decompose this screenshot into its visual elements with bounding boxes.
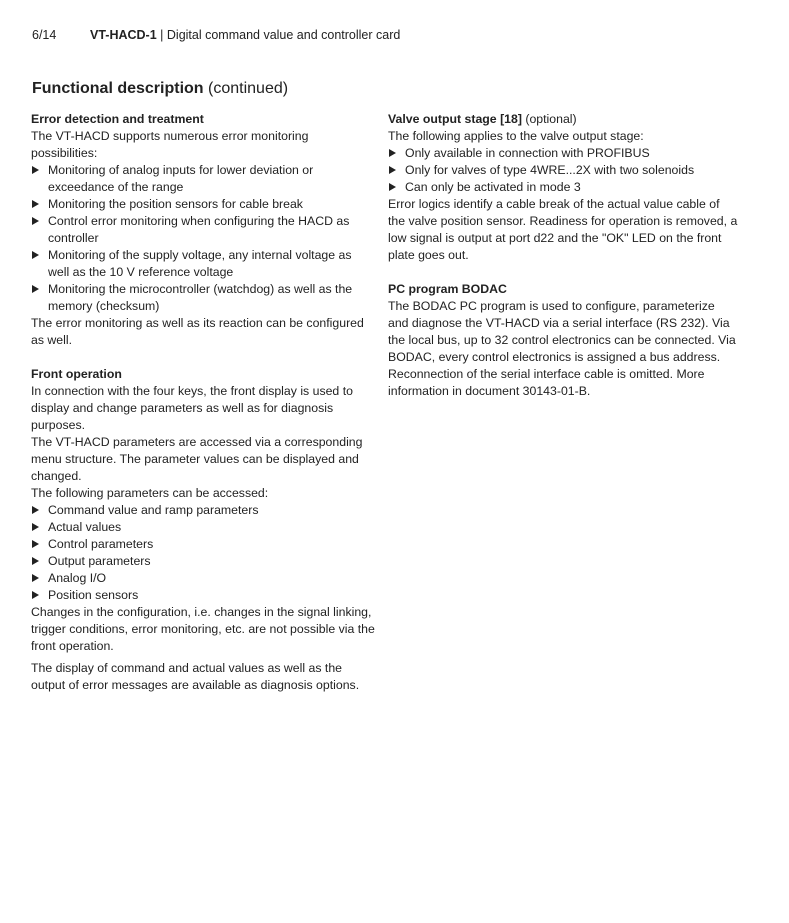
list-item: [31, 587, 376, 604]
right-column: [388, 111, 738, 400]
list-item-text: Only for valves of type 4WRE...2X with two solenoids: [405, 163, 695, 177]
bullet-triangle-icon: [32, 523, 39, 531]
page-number: 6/14: [32, 28, 57, 42]
list-item-text: Monitoring of analog inputs for lower deviation or exceedance of the range: [48, 163, 314, 194]
valve-output-heading-note: (optional): [525, 112, 577, 126]
valve-output-list: [388, 145, 738, 196]
section-title-main: Functional description: [32, 80, 204, 97]
document-subtitle: Digital command value and controller card: [166, 28, 401, 42]
valve-output-heading: [388, 111, 738, 128]
list-item: [31, 502, 376, 519]
section-title: [32, 79, 288, 99]
list-item: [388, 162, 738, 179]
list-item: [31, 162, 376, 196]
product-name: VT-HACD-1: [90, 28, 157, 42]
list-item-text: Only available in connection with PROFIBUS: [405, 146, 650, 160]
error-detection-outro: The error monitoring as well as its reaction can be configured as well.: [31, 316, 364, 347]
left-column: [31, 111, 376, 694]
section-title-suffix: (continued): [208, 80, 289, 97]
list-item-text: Actual values: [48, 520, 122, 534]
list-item: [31, 196, 376, 213]
list-item: [31, 553, 376, 570]
list-item-text: Control error monitoring when configuring the HACD as controller: [48, 214, 350, 245]
list-item-text: Can only be activated in mode 3: [405, 180, 581, 194]
front-operation-para-2: The VT-HACD parameters are accessed via a corresponding menu structure. The parameter values can be displayed and changed.: [31, 435, 363, 483]
parameter-list: [31, 502, 376, 604]
list-item-text: Command value and ramp parameters: [48, 503, 259, 517]
list-item: [31, 536, 376, 553]
pc-program-heading: PC program BODAC: [388, 282, 507, 296]
front-operation-heading: Front operation: [31, 367, 122, 381]
list-item-text: Output parameters: [48, 554, 151, 568]
front-operation-para-4: Changes in the configuration, i.e. changes in the signal linking, trigger conditions, error monitoring, etc. are not possible via the front operation.: [31, 605, 375, 653]
error-monitoring-list: [31, 162, 376, 315]
list-item: [31, 570, 376, 587]
front-operation-para-3: The following parameters can be accessed:: [31, 486, 269, 500]
bullet-triangle-icon: [389, 183, 396, 191]
list-item: [31, 247, 376, 281]
bullet-triangle-icon: [32, 557, 39, 565]
list-item-text: Monitoring the microcontroller (watchdog) as well as the memory (checksum): [48, 282, 353, 313]
pc-program-para: The BODAC PC program is used to configure, parameterize and diagnose the VT-HACD via a serial interface (RS 232). Via the local bus, up to 32 control electronics can be connected. Via BODAC, every control electronics is assigned a bus address. Reconnection of the serial interface cable is omitted. More information in document 30143-01-B.: [388, 299, 736, 398]
bullet-triangle-icon: [389, 149, 396, 157]
bullet-triangle-icon: [32, 506, 39, 514]
bullet-triangle-icon: [32, 574, 39, 582]
valve-output-para: Error logics identify a cable break of the actual value cable of the valve position sensor. Readiness for operation is removed, a low signal is output at port d22 and the "OK" LED on the front plate goes out.: [388, 197, 738, 262]
error-detection-heading: Error detection and treatment: [31, 112, 204, 126]
list-item-text: Control parameters: [48, 537, 154, 551]
error-detection-intro: The VT-HACD supports numerous error monitoring possibilities:: [31, 129, 309, 160]
list-item-text: Monitoring the position sensors for cable break: [48, 197, 303, 211]
list-item: [388, 179, 738, 196]
front-operation-para-5: The display of command and actual values as well as the output of error messages are available as diagnosis options.: [31, 661, 360, 692]
list-item-text: Position sensors: [48, 588, 139, 602]
list-item-text: Analog I/O: [48, 571, 107, 585]
page-header: [32, 27, 400, 43]
list-item: [388, 145, 738, 162]
bullet-triangle-icon: [32, 591, 39, 599]
bullet-triangle-icon: [32, 251, 39, 259]
front-operation-para-1: In connection with the four keys, the front display is used to display and change parameters as well as for diagnosis purposes.: [31, 384, 353, 432]
header-separator: |: [160, 28, 164, 42]
bullet-triangle-icon: [32, 200, 39, 208]
bullet-triangle-icon: [32, 540, 39, 548]
list-item-text: Monitoring of the supply voltage, any internal voltage as well as the 10 V reference voltage: [48, 248, 352, 279]
bullet-triangle-icon: [32, 217, 39, 225]
list-item: [31, 519, 376, 536]
bullet-triangle-icon: [389, 166, 396, 174]
list-item: [31, 281, 376, 315]
bullet-triangle-icon: [32, 166, 39, 174]
valve-output-heading-text: Valve output stage [18]: [388, 112, 522, 126]
bullet-triangle-icon: [32, 285, 39, 293]
list-item: [31, 213, 376, 247]
valve-output-intro: The following applies to the valve output stage:: [388, 129, 644, 143]
